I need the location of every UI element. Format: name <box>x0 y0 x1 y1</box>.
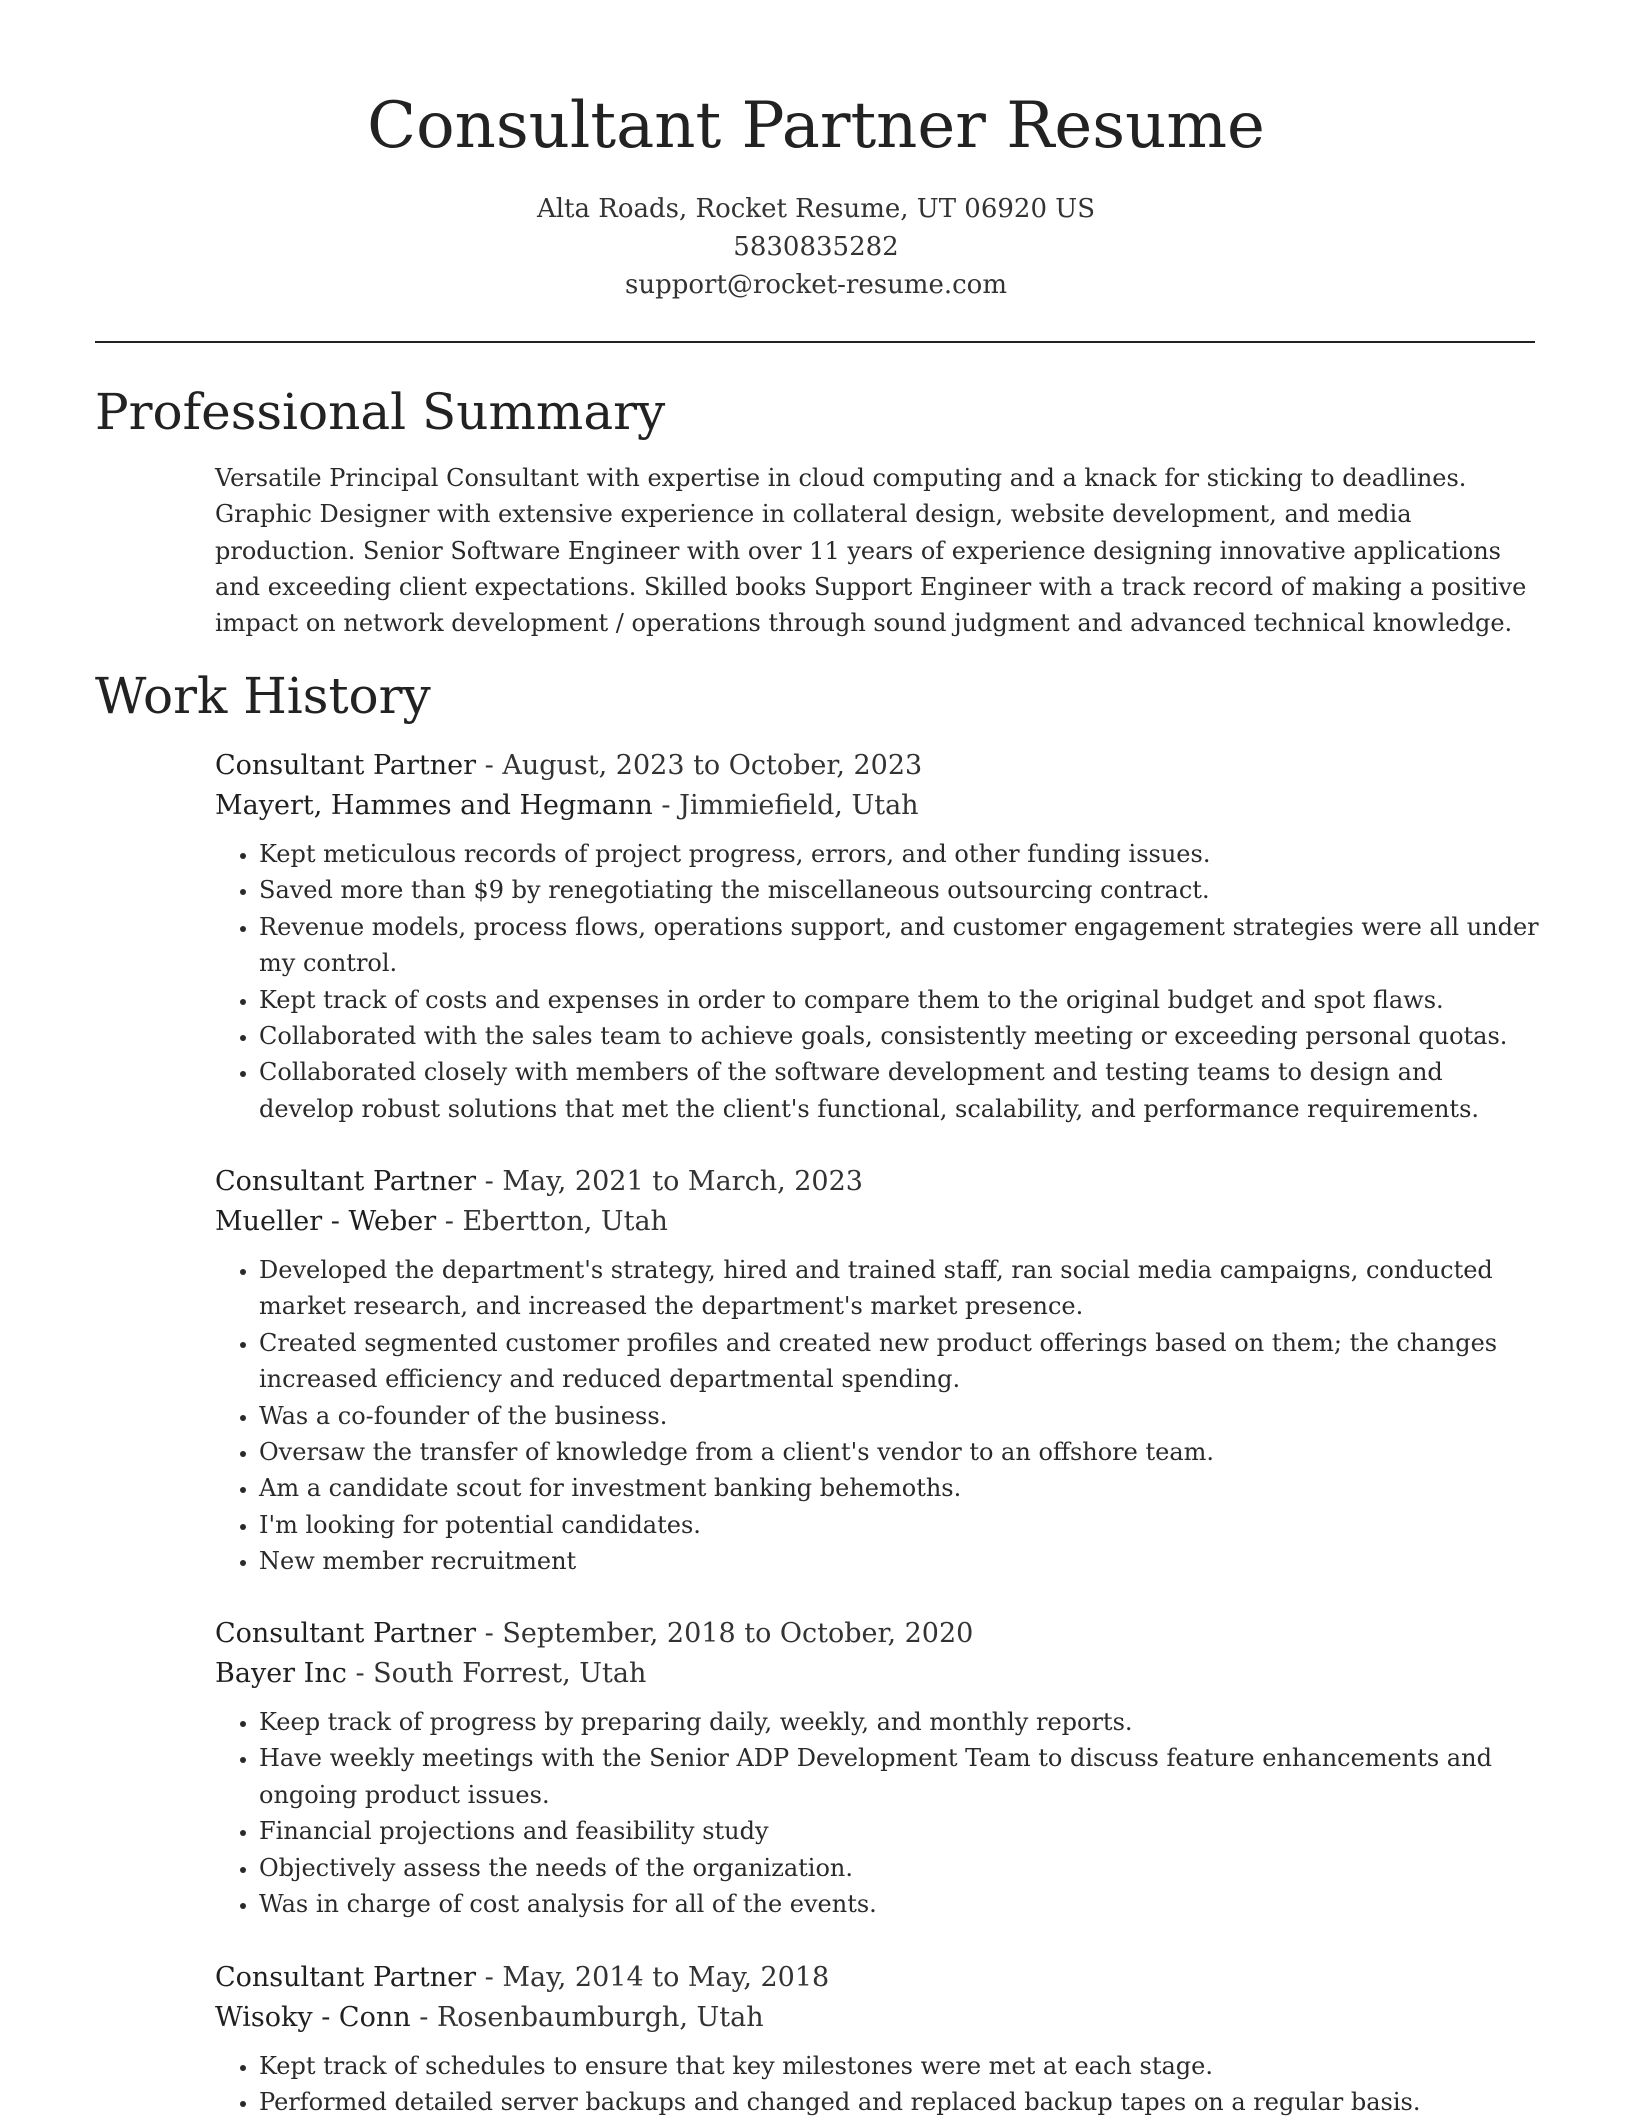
job-bullet: • I'm looking for potential candidates. <box>259 1507 1540 1543</box>
separator: - <box>484 1962 503 1993</box>
job-entry <box>215 1162 1540 1580</box>
job-bullet: • Kept track of costs and expenses in order to compare them to the original budget and spot flaws. <box>259 982 1540 1018</box>
contact-email: support@rocket-resume.com <box>624 270 1007 300</box>
section-heading-work-history: Work History <box>95 667 431 725</box>
section-heading-summary: Professional Summary <box>95 383 666 441</box>
job-company: Mayert, Hammes and Hegmann <box>215 790 653 821</box>
job-bullet: • Kept meticulous records of project progress, errors, and other funding issues. <box>259 836 1540 872</box>
job-company-line <box>215 1998 1540 2038</box>
job-bullet: • Revenue models, process flows, operations support, and customer engagement strategies were all under my control. <box>259 909 1540 982</box>
job-bullets <box>215 1704 1540 1922</box>
job-bullet: • Created segmented customer profiles and created new product offerings based on them; the changes increased efficiency and reduced departmental spending. <box>259 1325 1540 1398</box>
job-bullet: • New member recruitment <box>259 1543 1540 1579</box>
separator: - <box>484 1166 503 1197</box>
job-dates: May, 2021 to March, 2023 <box>502 1166 863 1197</box>
separator: - <box>419 2002 437 2033</box>
job-entry <box>215 746 1540 1127</box>
contact-block <box>0 190 1632 304</box>
job-role: Consultant Partner <box>215 1618 477 1649</box>
job-bullets <box>215 2048 1540 2121</box>
job-company-line <box>215 1202 1540 1242</box>
job-bullet: • Developed the department's strategy, hired and trained staff, ran social media campaigns, conducted market research, and increased the department's market presence. <box>259 1252 1540 1325</box>
job-bullet: • Am a candidate scout for investment banking behemoths. <box>259 1470 1540 1506</box>
job-company: Bayer Inc <box>215 1658 347 1689</box>
job-dates: September, 2018 to October, 2020 <box>502 1618 974 1649</box>
contact-address: Alta Roads, Rocket Resume, UT 06920 US <box>536 194 1096 224</box>
job-company-line <box>215 786 1540 826</box>
resume-title: Consultant Partner Resume <box>367 89 1265 163</box>
job-title-line <box>215 1958 1540 1998</box>
header-divider <box>95 341 1535 343</box>
separator: - <box>355 1658 374 1689</box>
job-bullet: • Collaborated with the sales team to achieve goals, consistently meeting or exceeding personal quotas. <box>259 1018 1540 1054</box>
separator: - <box>444 1206 463 1237</box>
separator: - <box>661 790 680 821</box>
job-bullets <box>215 1252 1540 1580</box>
job-title-line <box>215 1614 1540 1654</box>
job-location: South Forrest, Utah <box>373 1658 647 1689</box>
separator: - <box>484 750 503 781</box>
job-bullet: • Oversaw the transfer of knowledge from a client's vendor to an offshore team. <box>259 1434 1540 1470</box>
job-company: Mueller - Weber <box>215 1206 437 1237</box>
job-entry <box>215 1614 1540 1922</box>
job-location: Ebertton, Utah <box>462 1206 668 1237</box>
contact-phone: 5830835282 <box>733 232 899 262</box>
job-bullet: • Was in charge of cost analysis for all of the events. <box>259 1886 1540 1922</box>
job-location: Jimmiefield, Utah <box>679 790 919 821</box>
job-role: Consultant Partner <box>215 1166 477 1197</box>
job-title-line <box>215 1162 1540 1202</box>
job-bullet: • Performed detailed server backups and changed and replaced backup tapes on a regular basis. <box>259 2084 1540 2120</box>
job-bullet: • Kept track of schedules to ensure that key milestones were met at each stage. <box>259 2048 1540 2084</box>
job-dates: May, 2014 to May, 2018 <box>502 1962 830 1993</box>
job-bullet: • Saved more than $9 by renegotiating the miscellaneous outsourcing contract. <box>259 872 1540 908</box>
job-location: Rosenbaumburgh, Utah <box>436 2002 764 2033</box>
job-company-line <box>215 1654 1540 1694</box>
job-bullet: • Have weekly meetings with the Senior ADP Development Team to discuss feature enhancements and ongoing product issues. <box>259 1740 1540 1813</box>
job-bullet: • Was a co-founder of the business. <box>259 1398 1540 1434</box>
job-bullet: • Objectively assess the needs of the organization. <box>259 1850 1540 1886</box>
summary-text: Versatile Principal Consultant with expertise in cloud computing and a knack for sticking to deadlines. Graphic Designer with extensive experience in collateral design, website development, and media production. Senior Software Engineer with over 11 years of experience designing innovative applications and exceeding client expectations. Skilled books Support Engineer with a track record of making a positive impact on network development / operations through sound judgment and advanced technical knowledge. <box>215 464 1527 638</box>
job-bullet: • Collaborated closely with members of the software development and testing teams to design and develop robust solutions that met the client's functional, scalability, and performance requirements. <box>259 1054 1540 1127</box>
job-bullet: • Financial projections and feasibility study <box>259 1813 1540 1849</box>
job-company: Wisoky - Conn <box>215 2002 411 2033</box>
job-entry <box>215 1958 1540 2121</box>
separator: - <box>484 1618 503 1649</box>
job-title-line <box>215 746 1540 786</box>
job-dates: August, 2023 to October, 2023 <box>502 750 923 781</box>
job-bullets <box>215 836 1540 1127</box>
job-bullet: • Keep track of progress by preparing daily, weekly, and monthly reports. <box>259 1704 1540 1740</box>
job-role: Consultant Partner <box>215 1962 477 1993</box>
job-role: Consultant Partner <box>215 750 477 781</box>
